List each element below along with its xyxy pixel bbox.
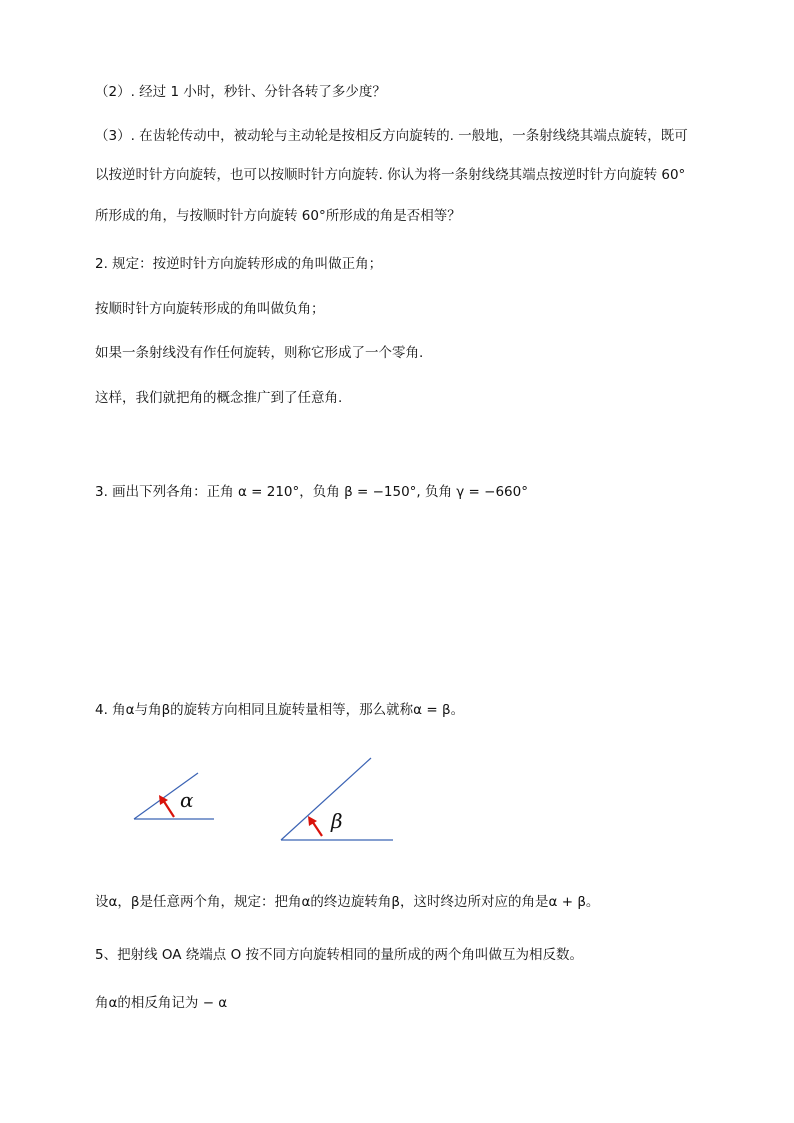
angle-diagram (120, 745, 410, 855)
rule-zero-angle: 如果一条射线没有作任何旋转，则称它形成了一个零角. (95, 345, 424, 361)
question-3-line-3: 所形成的角，与按顺时针方向旋转 60°所形成的角是否相等？ (95, 208, 461, 224)
rule-negative-angle: 按顺时针方向旋转形成的角叫做负角； (95, 301, 325, 317)
opposite-angle-notation: 角α的相反角记为 − α (95, 995, 228, 1011)
label-alpha: α (180, 788, 194, 812)
question-draw-angles: 3. 画出下列各角：正角 α = 210°，负角 β = −150°, 负角 γ = −660° (95, 484, 528, 500)
rule-positive-angle: 2. 规定：按逆时针方向旋转形成的角叫做正角； (95, 256, 383, 272)
label-beta: β (331, 809, 343, 833)
question-3-line-1: （3）. 在齿轮传动中，被动轮与主动轮是按相反方向旋转的. 一般地，一条射线绕其端点旋转，既可 (95, 128, 688, 144)
angle-alpha-figure (134, 773, 214, 819)
opposite-angle-definition: 5、把射线 OA 绕端点 O 按不同方向旋转相同的量所成的两个角叫做互为相反数。 (95, 947, 584, 963)
rule-summary: 这样，我们就把角的概念推广到了任意角. (95, 390, 343, 406)
arrow-alpha-icon (163, 800, 174, 817)
angle-addition-definition: 设α，β是任意两个角，规定：把角α的终边旋转角β，这时终边所对应的角是α + β。 (95, 894, 600, 910)
angle-equality-definition: 4. 角α与角β的旋转方向相同且旋转量相等，那么就称α = β。 (95, 702, 465, 718)
question-2: （2）. 经过 1 小时，秒针、分针各转了多少度？ (95, 84, 386, 100)
angle-beta-figure (281, 758, 393, 840)
question-3-line-2: 以按逆时针方向旋转，也可以按顺时针方向旋转. 你认为将一条射线绕其端点按逆时针方向旋转 60° (95, 167, 686, 183)
arrow-beta-icon (312, 821, 322, 836)
